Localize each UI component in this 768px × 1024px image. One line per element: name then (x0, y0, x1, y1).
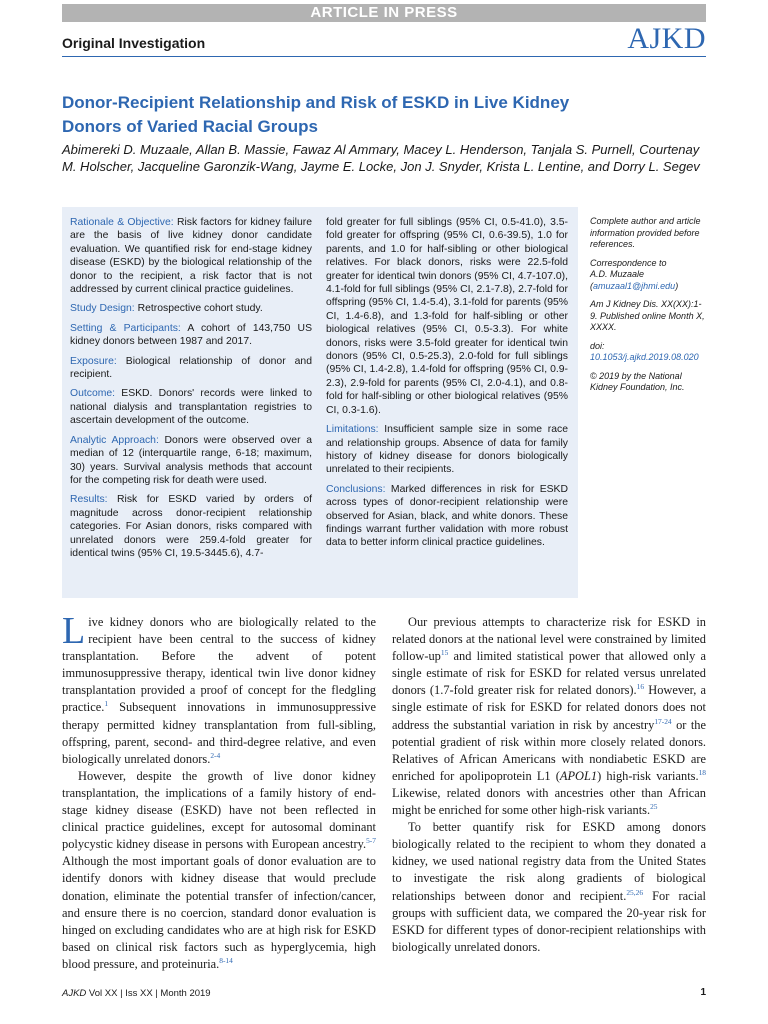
abstract-heading: Limitations: (326, 424, 379, 436)
reference-link[interactable]: 5-7 (366, 836, 376, 846)
doi-link[interactable]: 10.1053/j.ajkd.2019.08.020 (590, 352, 699, 362)
body-text: or the potential gradient of risk within more closely related donors. Relatives of African Americans with nondiabetic ESKD are enriched for apolipoprotein L1 ( (392, 717, 706, 783)
body-text: ) high-risk variants. (597, 768, 699, 783)
author-info-note: Complete author and article information provided before references. (590, 216, 701, 249)
body-text: Our previous attempts to characterize risk for ESKD in related donors at the national level were constrained by limited follow-up (392, 615, 706, 664)
footer-citation (62, 988, 211, 999)
journal-logo: AJKD (627, 22, 706, 55)
abstract-results (70, 493, 312, 560)
abstract-limitations (326, 423, 568, 477)
body-text: Although the most important goals of donor evaluation are to identify donors with kidney disease that would preclude donation, eliminate the potential transfer of infection/cancer, and ensure there is no coercion, standard donor evaluation is hinged on excluding candidates who are at high risk for ESKD based on clinical risk factors such as hyperglycemia, high blood pressure, and proteinuria. (62, 854, 376, 971)
abstract-column-right (326, 216, 568, 556)
reference-link[interactable]: 17-24 (654, 716, 672, 726)
citation-info: Am J Kidney Dis. XX(XX):1-9. Published online Month X, XXXX. (590, 299, 705, 332)
reference-link[interactable]: 8-14 (219, 955, 233, 965)
body-column-right (392, 614, 706, 956)
header-divider (62, 56, 706, 57)
reference-link[interactable]: 2-4 (210, 750, 221, 760)
abstract-outcome (70, 387, 312, 427)
abstract-text: Risk for ESKD varied by orders of magnitude across donor-recipient relationship categories. For Asian donors, risks compared with unrelated donors were 259.4-fold greater for identical twins (95% CI, 19.5-3445.6), 4.7- (70, 494, 312, 559)
doi-label: doi: (590, 340, 605, 351)
drop-cap: L (62, 610, 86, 652)
body-text: However, despite the growth of live donor kidney transplantation, the implications of a family history of end-stage kidney disease (ESKD) have not been reflected in clinical practice guidelines, except for autosomal dominant polycystic kidney disease in persons with European ancestry. (62, 768, 376, 852)
correspondence-close: ) (675, 280, 679, 291)
correspondence-name: A.D. Muzaale ( (590, 269, 645, 291)
footer-issue: Vol XX | Iss XX | Month 2019 (86, 988, 211, 999)
reference-link[interactable]: 15 (440, 648, 449, 658)
abstract-results-continued: fold greater for full siblings (95% CI, 0.5-41.0), 3.5-fold greater for offspring (95% CI, 0.6-39.5), 1.0 for parents, and 1.0 for half-sibling or other biological relatives. For black donors, risks were 22.5-fold greater for identical twin donors (95% CI, 4.7-107.0), 4.1-fold for full siblings (95% CI, 2.1-7.8), 2.7-fold for offspring (95% CI, 1.4-5.4), 3.1-fold for parents (95% CI, 1.4-6.8), and 1.3-fold for half-sibling or other biological relatives (95% CI, 0.5-3.3). For white donors, risks were 3.5-fold greater for identical twin donors (95% CI, 0.5-25.3), 2.0-fold for full siblings (95% CI, 1.4-2.8), 1.4-fold for offspring (95% CI, 0.9-2.3), 2.9-fold for parents (95% CI, 2.0-4.1), and 0.8-fold for half-sibling or other biological relatives (95% CI, 0.3-1.6). (326, 217, 568, 416)
correspondence (590, 258, 708, 293)
abstract-exposure (70, 355, 312, 382)
body-column-left (62, 610, 376, 973)
copyright-note: © 2019 by the National Kidney Foundation, Inc. (590, 370, 685, 392)
structured-abstract (62, 207, 578, 598)
reference-link[interactable]: 1 (104, 699, 109, 709)
abstract-text: A cohort of 143,750 US kidney donors between 1987 and 2017. (70, 322, 312, 348)
abstract-approach (70, 434, 312, 488)
abstract-text: Marked differences in risk for ESKD across types of donor-recipient relationship were observed for Asian, black, and white donors. These findings warrant further validation with more robust data to better inform clinical practice guidelines. (326, 483, 568, 549)
footer-journal: AJKD (62, 988, 87, 999)
body-text: and limited statistical power that allowed only a single estimate of risk for ESKD for related versus unrelated donors (1.7-fold greater risk for related donors). (392, 649, 706, 698)
body-paragraph (62, 610, 376, 768)
article-info-sidebar (590, 216, 708, 401)
abstract-conclusions (326, 483, 568, 550)
abstract-heading: Study Design: (70, 303, 135, 315)
reference-link[interactable]: 25 (650, 801, 658, 811)
abstract-text: Retrospective cohort study. (134, 303, 263, 315)
page-number: 1 (700, 987, 706, 998)
abstract-text: Insufficient sample size in some race and relationship groups. Absence of data for family history of kidney disease for donors biologically unrelated to their recipients. (326, 424, 568, 476)
abstract-heading: Results: (70, 494, 108, 506)
body-text: However, a single estimate of risk for ESKD for related donors does not address the substantial variation in risk by ancestry (392, 683, 706, 732)
body-paragraph (392, 819, 706, 956)
body-text: To better quantify risk for ESKD among donors biologically related to the recipient to whom they donated a kidney, we used national registry data from the United States to investigate the risk along gradients of biological relationships between donor and recipient. (392, 820, 706, 903)
abstract-heading: Analytic Approach: (70, 434, 159, 446)
abstract-heading: Setting & Participants: (70, 322, 181, 334)
reference-link[interactable]: 16 (636, 682, 645, 692)
gene-name: APOL1 (559, 768, 598, 783)
body-paragraph (392, 614, 706, 819)
abstract-column-left (70, 216, 312, 566)
abstract-rationale (70, 216, 312, 296)
abstract-heading: Conclusions: (326, 483, 386, 495)
article-title: Donor-Recipient Relationship and Risk of ESKD in Live Kidney Donors of Varied Racial Groups (62, 93, 570, 136)
doi-info (590, 341, 708, 364)
body-text: ive kidney donors who are biologically related to the recipient have been central to the success of kidney transplantation. Before the advent of potent immunosuppressive therapy, identical twin live donor kidney transplantation provided a proof of concept for the fledgling practice. (62, 615, 376, 715)
correspondence-label: Correspondence to (590, 257, 667, 268)
abstract-heading: Rationale & Objective: (70, 217, 174, 228)
abstract-heading: Exposure: (70, 355, 117, 367)
abstract-setting (70, 322, 312, 349)
article-in-press-banner: ARTICLE IN PRESS (62, 4, 706, 22)
body-text: Subsequent innovations in immunosuppressive therapy permitted kidney transplantation from full-sibling, offspring, parent, second- and third-degree relative, and even biologically unrelated donors. (62, 700, 376, 766)
body-paragraph (62, 768, 376, 973)
abstract-text: Risk factors for kidney failure are the basis of live kidney donor candidate evaluation. We quantified risk for end-stage kidney disease (ESKD) by the biological relationship of the donor to the recipient, a risk factor that is not addressed by current clinical practice guidelines. (70, 217, 312, 296)
abstract-text: Biological relationship of donor and recipient. (70, 355, 312, 381)
abstract-design (70, 302, 312, 315)
body-text: Likewise, related donors with ancestries other than African might be enriched for some other high-risk variants. (392, 785, 706, 818)
reference-link[interactable]: 18 (698, 767, 706, 777)
abstract-text: Donors were observed over a median of 12 (interquartile range, 6-18; maximum, 30) years. Survival analysis methods that account for the competing risk for death were used. (70, 434, 312, 486)
author-list: Abimereki D. Muzaale, Allan B. Massie, Fawaz Al Ammary, Macey L. Henderson, Tanjala S. Purnell, Courtenay M. Holscher, Jacqueline Garonzik-Wang, Jayme E. Locke, Jon J. Snyder, Krista L. Lentine, and Dorry L. Segev (62, 142, 700, 174)
abstract-heading: Outcome: (70, 388, 116, 400)
correspondence-email-link[interactable]: amuzaal1@jhmi.edu (593, 280, 676, 291)
body-text: For racial groups with sufficient data, we compared the 20-year risk for ESKD for different types of donor-recipient relationships with biologically unrelated donors. (392, 888, 706, 954)
abstract-text: ESKD. Donors' records were linked to national dialysis and transplantation registries to ascertain development of the outcome. (70, 388, 312, 427)
section-label: Original Investigation (62, 35, 206, 51)
reference-link[interactable]: 25,26 (626, 887, 644, 897)
